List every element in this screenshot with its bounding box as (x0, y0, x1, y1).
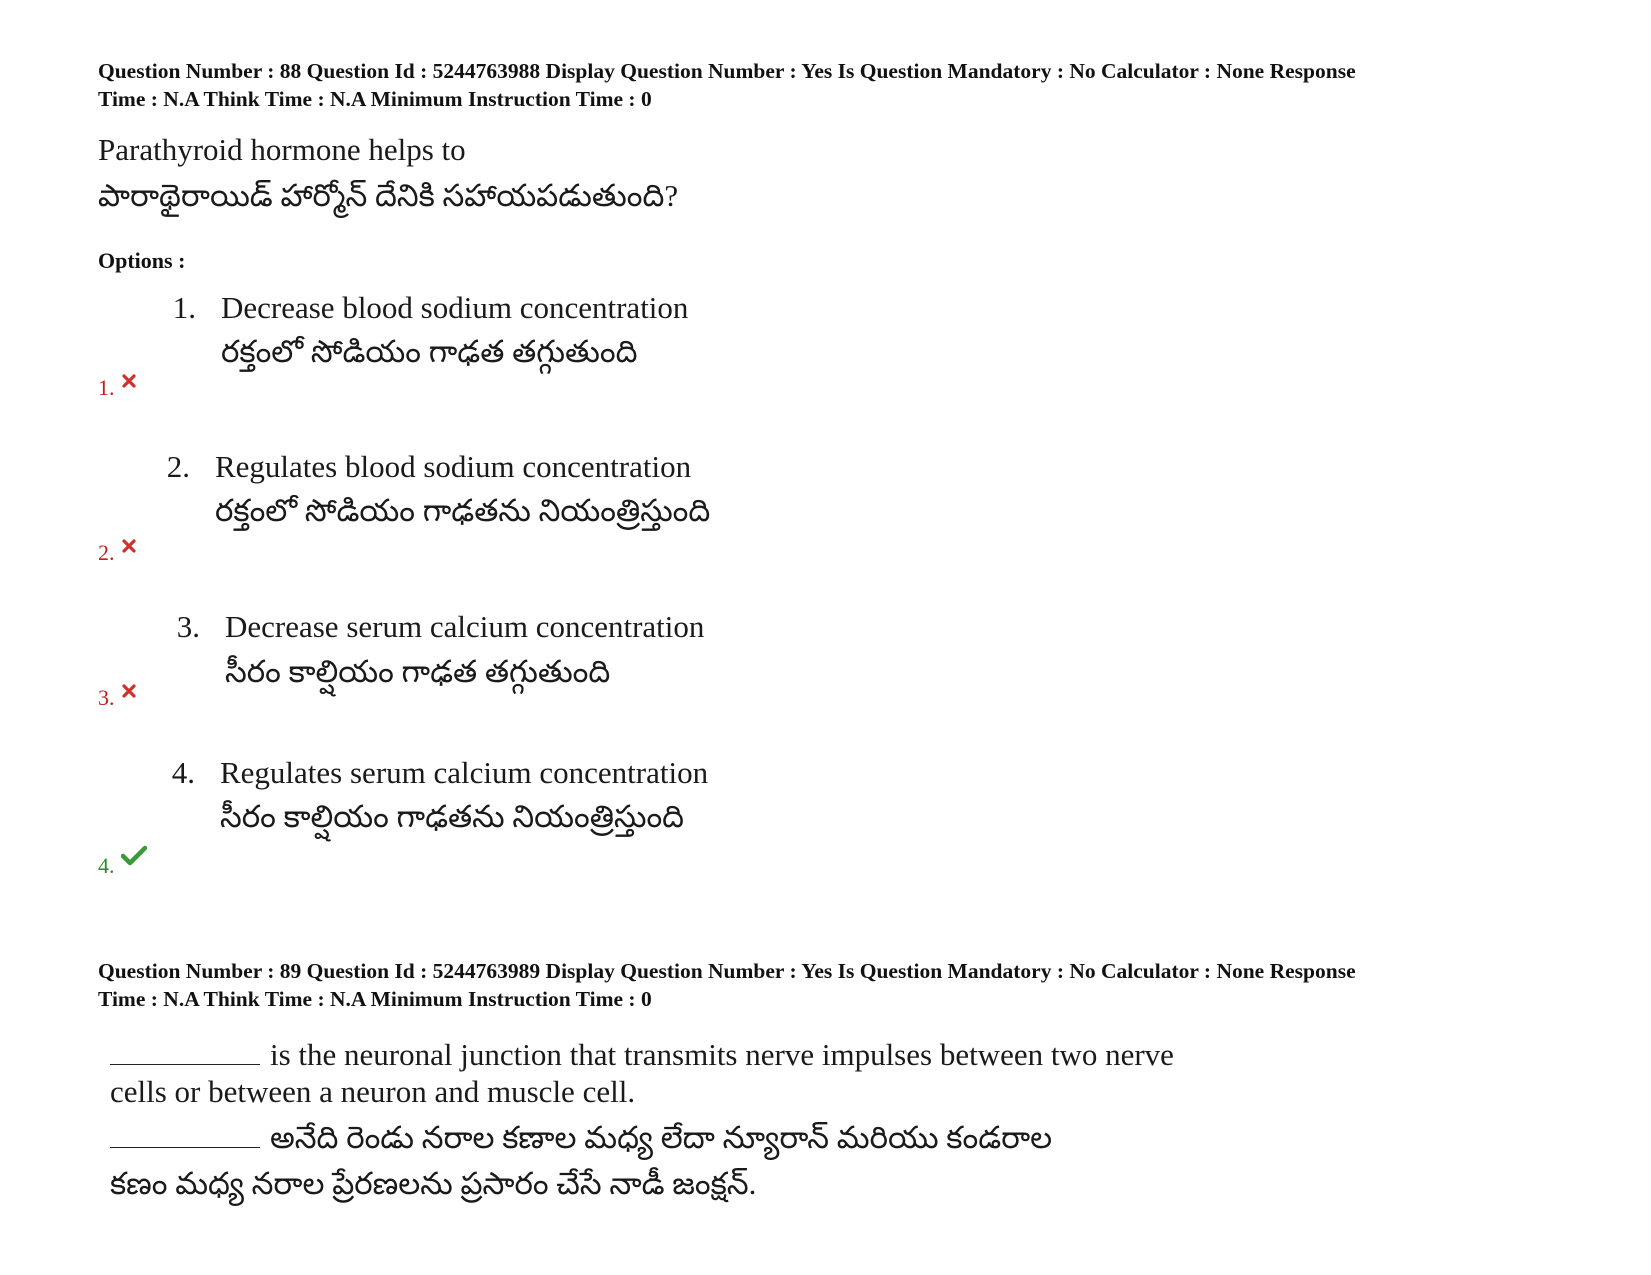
cross-icon (121, 373, 137, 389)
question-88-text-english: Parathyroid hormone helps to (98, 132, 466, 167)
option-1-text-telugu: రక్తంలో సోడియం గాఢత తగ్గుతుంది (221, 334, 638, 369)
option-3-text-telugu: సీరం కాల్షియం గాఢత తగ్గుతుంది (225, 654, 611, 689)
option-4-number: 4. (171, 755, 195, 790)
cross-icon (121, 683, 137, 699)
question-89-text-english-line1 (110, 1036, 1174, 1073)
question-89-telugu-line1-text: అనేది రెండు నరాల కణాల మధ్య లేదా న్యూరాన్ మరియు కండరాల (270, 1120, 1053, 1155)
option-1-text-english: Decrease blood sodium concentration (221, 290, 689, 325)
question-89-metadata (98, 957, 1628, 1013)
option-2-text-english: Regulates blood sodium concentration (215, 449, 692, 484)
option-3-text-english: Decrease serum calcium concentration (225, 609, 705, 644)
question-89-text-telugu-line2: కణం మధ్య నరాల ప్రేరణలను ప్రసారం చేసే నాడీ జంక్షన్. (110, 1166, 757, 1201)
question-88-metadata (98, 57, 1628, 113)
option-4-status (98, 853, 147, 879)
option-2-status-number: 2. (98, 540, 115, 565)
option-2-number: 2. (166, 449, 190, 484)
cross-icon (121, 538, 137, 554)
fill-blank (110, 1036, 260, 1065)
option-3-status (98, 685, 137, 711)
question-89-meta-line2: Time : N.A Think Time : N.A Minimum Instruction Time : 0 (98, 987, 652, 1011)
question-89-text-telugu-line1 (110, 1119, 1052, 1156)
option-1-number: 1. (172, 290, 196, 325)
question-88-meta-line2: Time : N.A Think Time : N.A Minimum Instruction Time : 0 (98, 87, 652, 111)
option-4-text-english: Regulates serum calcium concentration (220, 755, 709, 790)
option-4-status-number: 4. (98, 853, 115, 878)
option-3-number: 3. (176, 609, 200, 644)
option-3-status-number: 3. (98, 685, 115, 710)
question-89-meta-line1: Question Number : 89 Question Id : 5244763989 Display Question Number : Yes Is Question Mandatory : No Calculator : None Response (98, 959, 1356, 983)
question-88-text-telugu: పారాథైరాయిడ్ హార్మోన్ దేనికి సహాయపడుతుంది? (98, 178, 679, 213)
fill-blank (110, 1119, 260, 1148)
option-4-text-telugu: సీరం కాల్షియం గాఢతను నియంత్రిస్తుంది (220, 799, 685, 834)
option-2-text-telugu: రక్తంలో సోడియం గాఢతను నియంత్రిస్తుంది (215, 493, 711, 528)
option-2-status (98, 540, 137, 566)
option-1-status-number: 1. (98, 375, 115, 400)
check-icon (121, 845, 147, 867)
question-89-english-line1-text: is the neuronal junction that transmits nerve impulses between two nerve (270, 1037, 1174, 1072)
option-1-status (98, 375, 137, 401)
options-label: Options : (98, 248, 186, 273)
question-89-text-english-line2: cells or between a neuron and muscle cell. (110, 1074, 636, 1109)
question-88-meta-line1: Question Number : 88 Question Id : 5244763988 Display Question Number : Yes Is Question Mandatory : No Calculator : None Response (98, 59, 1356, 83)
